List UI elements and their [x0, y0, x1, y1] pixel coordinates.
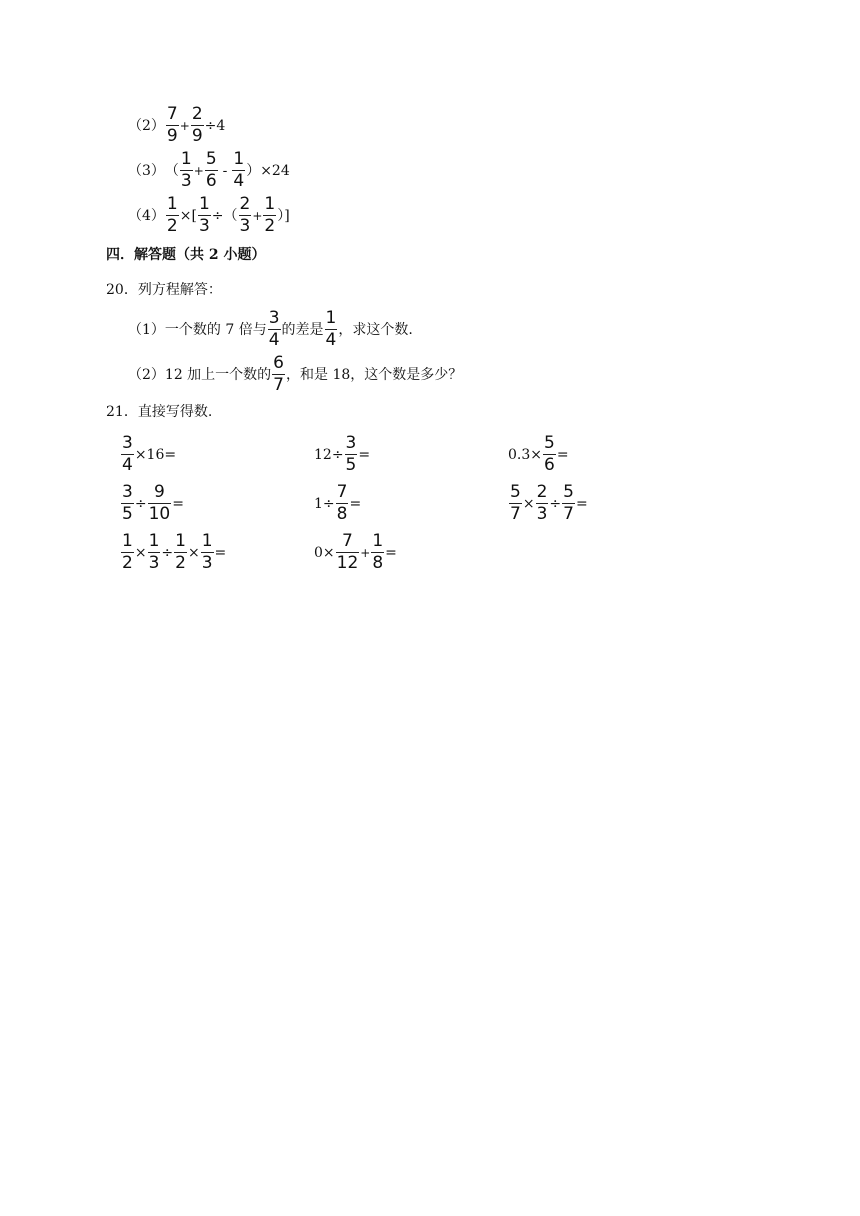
expression-tail: =: [214, 544, 227, 561]
expression-tail: ×16=: [134, 446, 177, 463]
numerator: 3: [268, 308, 280, 328]
fraction: [121, 484, 134, 523]
fraction: [232, 151, 245, 190]
numerator: 1: [166, 194, 178, 214]
fraction: [543, 435, 556, 474]
mental-math-item: [314, 484, 361, 523]
denominator: 3: [536, 504, 548, 524]
numerator: 1: [372, 531, 384, 551]
item-label: （3）: [128, 162, 165, 179]
mental-math-item: [120, 484, 184, 523]
numerator: 2: [239, 194, 251, 214]
fraction: [536, 484, 549, 523]
expression-tail: ÷4: [204, 117, 226, 134]
mental-math-item: [120, 435, 176, 474]
fraction: [371, 533, 384, 572]
numerator: 7: [336, 482, 348, 502]
denominator: 3: [148, 553, 160, 573]
fraction: [562, 484, 575, 523]
fraction: [268, 310, 281, 349]
numerator: 1: [180, 149, 192, 169]
numerator: 3: [345, 433, 357, 453]
expression-tail: =: [575, 495, 588, 512]
fraction: [191, 106, 204, 145]
expression-tail: =: [349, 495, 362, 512]
problem-20-2: [128, 355, 462, 394]
numerator: 6: [273, 353, 284, 373]
denominator: 9: [166, 126, 178, 146]
item-label: （2）: [128, 117, 165, 134]
expression-tail: ）]: [277, 207, 290, 224]
section-heading: [106, 248, 266, 262]
expression-tail: =: [358, 446, 371, 463]
denominator: 4: [122, 455, 133, 475]
operator: +: [360, 545, 371, 560]
denominator: 6: [544, 455, 555, 475]
mental-math-item: [508, 484, 588, 523]
fraction: [148, 484, 172, 523]
denominator: 2: [264, 216, 276, 236]
denominator: 7: [563, 504, 574, 524]
operator: ×[: [179, 207, 197, 224]
expression-prefix: 1÷: [314, 495, 335, 512]
operator: +: [252, 208, 263, 223]
denominator: 2: [122, 553, 133, 573]
fraction: [121, 533, 134, 572]
fraction: [174, 533, 187, 572]
numerator: 1: [148, 531, 160, 551]
numerator: 3: [122, 482, 133, 502]
numerator: 7: [166, 104, 178, 124]
fraction: [148, 533, 161, 572]
operator: ×: [187, 544, 200, 561]
denominator: 3: [180, 171, 192, 191]
denominator: 5: [122, 504, 133, 524]
operator: ÷: [549, 495, 562, 512]
fraction: [239, 196, 252, 235]
expression-tail: ）×24: [246, 162, 290, 179]
denominator: 6: [205, 171, 217, 191]
operator: -: [222, 162, 228, 179]
denominator: 3: [201, 553, 213, 573]
fraction: [336, 533, 360, 572]
operator: ÷（: [211, 207, 238, 224]
numerator: 1: [198, 194, 210, 214]
numerator: 1: [201, 531, 213, 551]
numerator: 2: [191, 104, 203, 124]
denominator: 3: [198, 216, 210, 236]
operator: +: [179, 118, 190, 133]
denominator: 8: [336, 504, 348, 524]
expression-prefix: 12÷: [314, 446, 344, 463]
mental-math-item: [508, 435, 569, 474]
mental-math-item: [120, 533, 226, 572]
fraction: [201, 533, 214, 572]
numerator: 5: [510, 482, 521, 502]
denominator: 12: [336, 553, 359, 573]
fraction: [345, 435, 358, 474]
fraction: [325, 310, 338, 349]
mental-math-item: [314, 533, 397, 572]
problem-20-1: [128, 310, 413, 349]
fraction: [166, 106, 179, 145]
denominator: 10: [148, 504, 171, 524]
problem-19-2: [128, 106, 225, 145]
fraction: [180, 151, 193, 190]
open-paren: （: [164, 162, 179, 179]
expression-tail: =: [385, 544, 397, 561]
problem-19-3: [128, 151, 290, 190]
section-title: 四．解答题（共 2 小题）: [106, 247, 266, 263]
denominator: 8: [372, 553, 384, 573]
fraction: [205, 151, 218, 190]
fraction: [166, 196, 179, 235]
numerator: 2: [536, 482, 548, 502]
numerator: 1: [122, 531, 133, 551]
numerator: 5: [563, 482, 574, 502]
text-segment: （2）12 加上一个数的: [128, 366, 272, 383]
denominator: 5: [345, 455, 357, 475]
fraction: [263, 196, 276, 235]
fraction: [272, 355, 285, 394]
expression-tail: =: [556, 446, 569, 463]
expression-prefix: 0.3×: [508, 446, 542, 463]
numerator: 1: [264, 194, 276, 214]
problem-19-4: [128, 196, 290, 235]
text-segment: ，和是 18，这个数是多少？: [286, 366, 463, 383]
fraction: [121, 435, 134, 474]
denominator: 9: [191, 126, 203, 146]
operator: ×: [134, 544, 147, 561]
expression-tail: =: [172, 495, 184, 512]
numerator: 1: [175, 531, 186, 551]
numerator: 3: [122, 433, 133, 453]
operator: +: [193, 163, 204, 178]
question-21-title: [106, 405, 212, 419]
text-segment: （1）一个数的 7 倍与: [128, 321, 267, 338]
numerator: 1: [233, 149, 245, 169]
text-segment: 的差是: [281, 321, 324, 338]
fraction: [336, 484, 349, 523]
numerator: 5: [544, 433, 555, 453]
fraction: [198, 196, 211, 235]
operator: ÷: [134, 495, 147, 512]
denominator: 3: [239, 216, 251, 236]
operator: ×: [522, 495, 535, 512]
denominator: 4: [325, 330, 337, 350]
question-title: 21．直接写得数.: [106, 404, 213, 420]
denominator: 2: [166, 216, 178, 236]
item-label: （4）: [128, 207, 165, 224]
numerator: 9: [153, 482, 165, 502]
question-20-title: [106, 283, 222, 297]
denominator: 7: [510, 504, 521, 524]
fraction: [509, 484, 522, 523]
operator: ÷: [161, 544, 174, 561]
mental-math-item: [314, 435, 370, 474]
denominator: 2: [175, 553, 186, 573]
text-segment: ，求这个数.: [338, 321, 413, 338]
denominator: 4: [233, 171, 245, 191]
denominator: 7: [273, 375, 284, 395]
numerator: 1: [325, 308, 337, 328]
question-title: 20．列方程解答：: [106, 282, 222, 298]
denominator: 4: [268, 330, 280, 350]
expression-prefix: 0×: [314, 544, 335, 561]
numerator: 5: [205, 149, 217, 169]
numerator: 7: [342, 531, 353, 551]
